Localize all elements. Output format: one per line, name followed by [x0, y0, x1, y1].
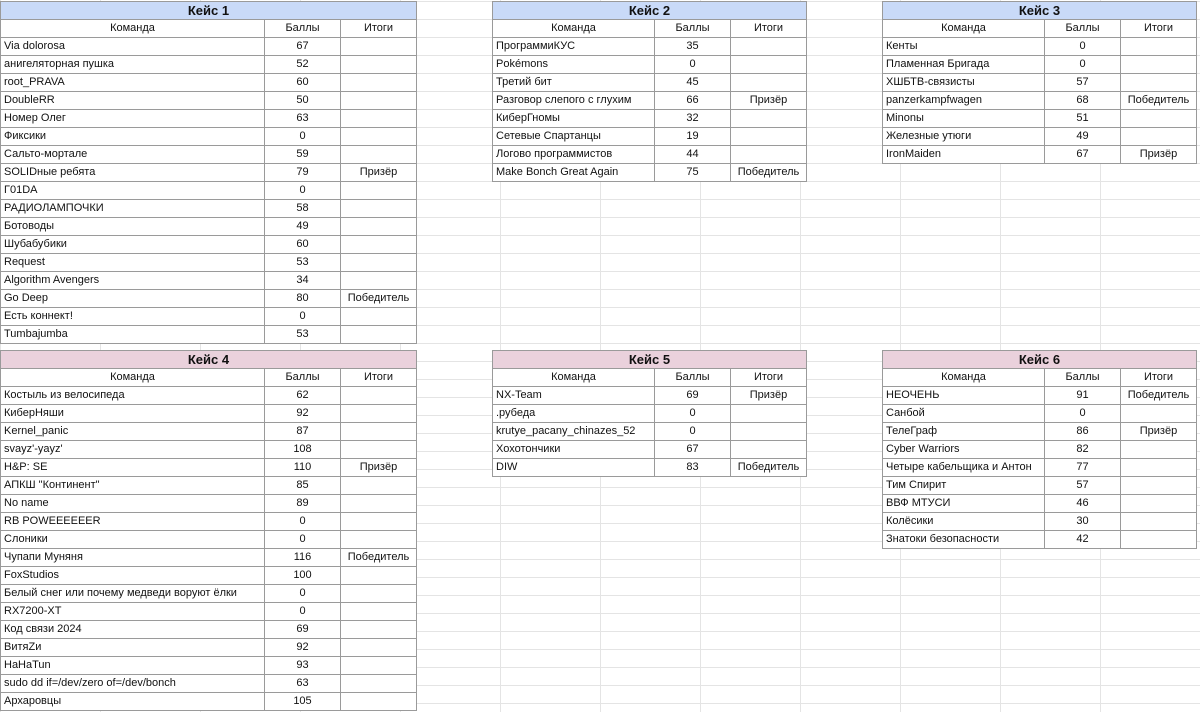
cell-team[interactable]: Чупапи Муняня	[1, 549, 265, 567]
cell-result[interactable]	[1121, 495, 1197, 513]
cell-team[interactable]: root_PRAVA	[1, 74, 265, 92]
cell-score[interactable]: 60	[265, 236, 341, 254]
case-1-table	[0, 1, 417, 344]
table-row	[883, 423, 1197, 441]
cell-result[interactable]	[341, 308, 417, 326]
table-row	[1, 38, 417, 56]
cell-team[interactable]: RB POWEEEEEER	[1, 513, 265, 531]
cell-team[interactable]: Cyber Warriors	[883, 441, 1045, 459]
cell-score[interactable]: 44	[655, 146, 731, 164]
column-header-result[interactable]: Итоги	[731, 369, 807, 387]
cell-team[interactable]: HaHaTun	[1, 657, 265, 675]
table-row	[493, 387, 807, 405]
case-6-table	[882, 350, 1197, 549]
cell-team[interactable]: H&P: SE	[1, 459, 265, 477]
cell-score[interactable]: 116	[265, 549, 341, 567]
table-row	[1, 441, 417, 459]
cell-team[interactable]: Request	[1, 254, 265, 272]
table-row	[1, 182, 417, 200]
table-row	[1, 200, 417, 218]
cell-team[interactable]: Есть коннект!	[1, 308, 265, 326]
cell-team[interactable]: Костыль из велосипеда	[1, 387, 265, 405]
column-header-score[interactable]: Баллы	[1045, 369, 1121, 387]
cell-result[interactable]	[1121, 477, 1197, 495]
table-row	[1, 254, 417, 272]
cell-score[interactable]: 67	[265, 38, 341, 56]
cell-team[interactable]: Тим Спирит	[883, 477, 1045, 495]
cell-result[interactable]	[731, 74, 807, 92]
cell-result[interactable]	[731, 146, 807, 164]
cell-team[interactable]: Архаровцы	[1, 693, 265, 711]
cell-team[interactable]: Логово программистов	[493, 146, 655, 164]
cell-result[interactable]	[341, 38, 417, 56]
table-row	[493, 110, 807, 128]
cell-team[interactable]: Кенты	[883, 38, 1045, 56]
table-row	[493, 74, 807, 92]
cell-result[interactable]	[341, 272, 417, 290]
cell-team[interactable]: Четыре кабельщика и Антон	[883, 459, 1045, 477]
cell-result[interactable]	[341, 146, 417, 164]
cell-score[interactable]: 58	[265, 200, 341, 218]
cell-team[interactable]: krutye_pacany_chinazes_52	[493, 423, 655, 441]
cell-team[interactable]: ТелеГраф	[883, 423, 1045, 441]
cell-result[interactable]	[731, 128, 807, 146]
cell-team[interactable]: svayz'-yayz'	[1, 441, 265, 459]
cell-score[interactable]: 110	[265, 459, 341, 477]
cell-score[interactable]: 77	[1045, 459, 1121, 477]
cell-team[interactable]: Make Bonch Great Again	[493, 164, 655, 182]
cell-score[interactable]: 83	[655, 459, 731, 477]
table-row	[883, 38, 1197, 56]
cell-result[interactable]	[341, 236, 417, 254]
cell-score[interactable]: 93	[265, 657, 341, 675]
cell-team[interactable]: panzerkampfwagen	[883, 92, 1045, 110]
cell-score[interactable]: 0	[265, 308, 341, 326]
table-row	[493, 56, 807, 74]
cell-score[interactable]: 100	[265, 567, 341, 585]
cell-result[interactable]: Победитель	[341, 290, 417, 308]
cell-result[interactable]: Призёр	[1121, 146, 1197, 164]
cell-score[interactable]: 53	[265, 254, 341, 272]
case-table	[882, 1, 1197, 164]
table-row	[493, 459, 807, 477]
cell-team[interactable]: SOLIDные ребята	[1, 164, 265, 182]
table-row	[1, 495, 417, 513]
table-row	[883, 74, 1197, 92]
column-header-score[interactable]: Баллы	[265, 369, 341, 387]
column-header-result[interactable]: Итоги	[341, 369, 417, 387]
case-2-table	[492, 1, 807, 182]
cell-result[interactable]	[341, 423, 417, 441]
cell-score[interactable]: 69	[265, 621, 341, 639]
cell-team[interactable]: Белый снег или почему медведи воруют ёлки	[1, 585, 265, 603]
cell-result[interactable]	[341, 74, 417, 92]
cell-score[interactable]: 0	[265, 128, 341, 146]
cell-score[interactable]: 57	[1045, 74, 1121, 92]
table-row	[1, 567, 417, 585]
cell-team[interactable]: Algorithm Avengers	[1, 272, 265, 290]
cell-team[interactable]: Третий бит	[493, 74, 655, 92]
cell-team[interactable]: Знатоки безопасности	[883, 531, 1045, 549]
cell-team[interactable]: IronMaiden	[883, 146, 1045, 164]
cell-result[interactable]	[341, 441, 417, 459]
table-row	[1, 549, 417, 567]
cell-score[interactable]: 0	[1045, 56, 1121, 74]
cell-result[interactable]: Призёр	[731, 92, 807, 110]
cell-result[interactable]	[1121, 38, 1197, 56]
cell-result[interactable]	[341, 326, 417, 344]
table-row	[1, 639, 417, 657]
table-row	[883, 146, 1197, 164]
cell-result[interactable]	[341, 92, 417, 110]
table-row	[1, 459, 417, 477]
cell-score[interactable]: 0	[655, 56, 731, 74]
cell-score[interactable]: 89	[265, 495, 341, 513]
cell-score[interactable]: 50	[265, 92, 341, 110]
cell-team[interactable]: Железные утюги	[883, 128, 1045, 146]
table-row	[1, 675, 417, 693]
cell-team[interactable]: АПКШ "Континент"	[1, 477, 265, 495]
column-header-result[interactable]: Итоги	[1121, 20, 1197, 38]
cell-result[interactable]: Победитель	[1121, 387, 1197, 405]
table-row	[883, 56, 1197, 74]
cell-result[interactable]	[731, 405, 807, 423]
cell-score[interactable]: 57	[1045, 477, 1121, 495]
cell-team[interactable]: Номер Олег	[1, 110, 265, 128]
cell-result[interactable]	[341, 495, 417, 513]
cell-team[interactable]: Kernel_panic	[1, 423, 265, 441]
table-row	[883, 495, 1197, 513]
table-row	[1, 218, 417, 236]
cell-team[interactable]: sudo dd if=/dev/zero of=/dev/bonch	[1, 675, 265, 693]
cell-score[interactable]: 80	[265, 290, 341, 308]
cell-team[interactable]: НЕОЧЕНЬ	[883, 387, 1045, 405]
cell-score[interactable]: 0	[1045, 38, 1121, 56]
case-title[interactable]: Кейс 6	[883, 351, 1197, 369]
cell-result[interactable]	[341, 531, 417, 549]
cell-team[interactable]: КиберНяши	[1, 405, 265, 423]
table-row	[883, 110, 1197, 128]
table-row	[1, 693, 417, 711]
cell-result[interactable]	[341, 182, 417, 200]
table-row	[493, 441, 807, 459]
table-row	[883, 531, 1197, 549]
cell-score[interactable]: 32	[655, 110, 731, 128]
case-table	[492, 350, 807, 477]
table-row	[1, 423, 417, 441]
case-table	[0, 350, 417, 711]
cell-score[interactable]: 46	[1045, 495, 1121, 513]
cell-result[interactable]	[341, 693, 417, 711]
cell-result[interactable]	[341, 254, 417, 272]
column-header-team[interactable]: Команда	[1, 20, 265, 38]
cell-team[interactable]: Колёсики	[883, 513, 1045, 531]
table-row	[883, 513, 1197, 531]
cell-result[interactable]: Победитель	[731, 164, 807, 182]
table-row	[1, 146, 417, 164]
cell-team[interactable]: .рубеда	[493, 405, 655, 423]
column-header-team[interactable]: Команда	[493, 20, 655, 38]
cell-team[interactable]: Pokémons	[493, 56, 655, 74]
cell-result[interactable]	[341, 387, 417, 405]
table-row	[1, 531, 417, 549]
cell-score[interactable]: 69	[655, 387, 731, 405]
cell-result[interactable]	[1121, 56, 1197, 74]
table-row	[883, 459, 1197, 477]
column-header-team[interactable]: Команда	[1, 369, 265, 387]
cell-team[interactable]: Ботоводы	[1, 218, 265, 236]
cell-result[interactable]	[341, 110, 417, 128]
column-header-score[interactable]: Баллы	[655, 369, 731, 387]
table-row	[1, 513, 417, 531]
cell-score[interactable]: 87	[265, 423, 341, 441]
table-row	[883, 477, 1197, 495]
table-row	[493, 146, 807, 164]
cell-result[interactable]: Победитель	[341, 549, 417, 567]
cell-score[interactable]: 0	[655, 405, 731, 423]
table-row	[1, 657, 417, 675]
cell-score[interactable]: 0	[265, 182, 341, 200]
cell-result[interactable]	[341, 56, 417, 74]
cell-team[interactable]: Minonы	[883, 110, 1045, 128]
cell-result[interactable]	[1121, 441, 1197, 459]
cell-score[interactable]: 92	[265, 639, 341, 657]
cell-score[interactable]: 75	[655, 164, 731, 182]
cell-team[interactable]: RX7200-XT	[1, 603, 265, 621]
cell-result[interactable]: Призёр	[1121, 423, 1197, 441]
cell-result[interactable]	[341, 200, 417, 218]
cell-result[interactable]	[1121, 405, 1197, 423]
cell-team[interactable]: Хохотончики	[493, 441, 655, 459]
cell-team[interactable]: Go Deep	[1, 290, 265, 308]
table-row	[1, 236, 417, 254]
cell-result[interactable]	[731, 56, 807, 74]
cell-team[interactable]: ХШБТВ-связисты	[883, 74, 1045, 92]
table-row	[1, 272, 417, 290]
cell-score[interactable]: 60	[265, 74, 341, 92]
case-title[interactable]: Кейс 5	[493, 351, 807, 369]
cell-team[interactable]: РАДИОЛАМПОЧКИ	[1, 200, 265, 218]
column-header-result[interactable]: Итоги	[731, 20, 807, 38]
case-title[interactable]: Кейс 3	[883, 2, 1197, 20]
cell-team[interactable]: анигеляторная пушка	[1, 56, 265, 74]
cell-score[interactable]: 66	[655, 92, 731, 110]
cell-score[interactable]: 0	[655, 423, 731, 441]
cell-team[interactable]: NX-Team	[493, 387, 655, 405]
cell-score[interactable]: 45	[655, 74, 731, 92]
table-row	[493, 405, 807, 423]
table-row	[883, 441, 1197, 459]
cell-score[interactable]: 91	[1045, 387, 1121, 405]
cell-score[interactable]: 42	[1045, 531, 1121, 549]
table-row	[1, 326, 417, 344]
cell-score[interactable]: 19	[655, 128, 731, 146]
cell-result[interactable]	[1121, 74, 1197, 92]
table-row	[1, 56, 417, 74]
table-row	[1, 308, 417, 326]
table-row	[1, 110, 417, 128]
cell-team[interactable]: Шубабубики	[1, 236, 265, 254]
cell-score[interactable]: 108	[265, 441, 341, 459]
cell-score[interactable]: 86	[1045, 423, 1121, 441]
table-row	[1, 405, 417, 423]
column-header-score[interactable]: Баллы	[655, 20, 731, 38]
cell-score[interactable]: 0	[1045, 405, 1121, 423]
column-header-team[interactable]: Команда	[493, 369, 655, 387]
case-table	[0, 1, 417, 344]
cell-score[interactable]: 0	[265, 603, 341, 621]
cell-team[interactable]: Сетевые Спартанцы	[493, 128, 655, 146]
cell-team[interactable]: Санбой	[883, 405, 1045, 423]
cell-team[interactable]: Г01DA	[1, 182, 265, 200]
case-3-table	[882, 1, 1197, 164]
column-header-team[interactable]: Команда	[883, 20, 1045, 38]
case-table	[882, 350, 1197, 549]
cell-score[interactable]: 53	[265, 326, 341, 344]
cell-team[interactable]: ПрограммиКУС	[493, 38, 655, 56]
cell-score[interactable]: 79	[265, 164, 341, 182]
case-title[interactable]: Кейс 2	[493, 2, 807, 20]
cell-score[interactable]: 67	[1045, 146, 1121, 164]
cell-result[interactable]	[1121, 128, 1197, 146]
cell-result[interactable]	[341, 405, 417, 423]
cell-score[interactable]: 34	[265, 272, 341, 290]
cell-score[interactable]: 49	[265, 218, 341, 236]
table-row	[493, 128, 807, 146]
cell-result[interactable]: Победитель	[1121, 92, 1197, 110]
cell-result[interactable]	[731, 110, 807, 128]
cell-score[interactable]: 63	[265, 110, 341, 128]
cell-score[interactable]: 51	[1045, 110, 1121, 128]
cell-team[interactable]: Код связи 2024	[1, 621, 265, 639]
cell-score[interactable]: 0	[265, 531, 341, 549]
cell-score[interactable]: 85	[265, 477, 341, 495]
cell-result[interactable]	[341, 218, 417, 236]
table-row	[1, 92, 417, 110]
table-row	[883, 92, 1197, 110]
cell-team[interactable]: DoubleRR	[1, 92, 265, 110]
column-header-result[interactable]: Итоги	[341, 20, 417, 38]
cell-result[interactable]	[341, 675, 417, 693]
table-row	[1, 387, 417, 405]
cell-team[interactable]: ВитяZи	[1, 639, 265, 657]
table-row	[1, 164, 417, 182]
cell-team[interactable]: КиберГномы	[493, 110, 655, 128]
cell-result[interactable]	[341, 585, 417, 603]
table-row	[1, 477, 417, 495]
case-table	[492, 1, 807, 182]
column-header-score[interactable]: Баллы	[265, 20, 341, 38]
case-5-table	[492, 350, 807, 477]
cell-result[interactable]	[341, 621, 417, 639]
cell-team[interactable]: DIW	[493, 459, 655, 477]
cell-result[interactable]	[341, 657, 417, 675]
table-row	[493, 423, 807, 441]
cell-score[interactable]: 68	[1045, 92, 1121, 110]
cell-result[interactable]	[341, 128, 417, 146]
table-row	[493, 38, 807, 56]
cell-team[interactable]: Сальто-мортале	[1, 146, 265, 164]
cell-score[interactable]: 52	[265, 56, 341, 74]
cell-result[interactable]	[341, 477, 417, 495]
table-row	[883, 387, 1197, 405]
table-row	[493, 92, 807, 110]
table-row	[883, 128, 1197, 146]
table-row	[1, 128, 417, 146]
case-title[interactable]: Кейс 1	[1, 2, 417, 20]
cell-result[interactable]	[731, 423, 807, 441]
cell-result[interactable]	[341, 513, 417, 531]
cell-score[interactable]: 0	[265, 585, 341, 603]
cell-team[interactable]: Tumbajumba	[1, 326, 265, 344]
table-row	[883, 405, 1197, 423]
cell-result[interactable]	[731, 38, 807, 56]
cell-result[interactable]: Победитель	[731, 459, 807, 477]
column-header-team[interactable]: Команда	[883, 369, 1045, 387]
table-row	[493, 164, 807, 182]
table-row	[1, 621, 417, 639]
cell-result[interactable]	[341, 567, 417, 585]
case-4-table	[0, 350, 417, 711]
table-row	[1, 585, 417, 603]
cell-team[interactable]: Пламенная Бригада	[883, 56, 1045, 74]
cell-score[interactable]: 63	[265, 675, 341, 693]
cell-score[interactable]: 49	[1045, 128, 1121, 146]
cell-team[interactable]: ВВФ МТУСИ	[883, 495, 1045, 513]
cell-result[interactable]	[341, 639, 417, 657]
cell-team[interactable]: Via dolorosa	[1, 38, 265, 56]
cell-team[interactable]: FoxStudios	[1, 567, 265, 585]
cell-score[interactable]: 67	[655, 441, 731, 459]
cell-score[interactable]: 82	[1045, 441, 1121, 459]
cell-team[interactable]: Фиксики	[1, 128, 265, 146]
cell-score[interactable]: 0	[265, 513, 341, 531]
cell-team[interactable]: No name	[1, 495, 265, 513]
cell-score[interactable]: 35	[655, 38, 731, 56]
table-row	[1, 290, 417, 308]
cell-result[interactable]	[341, 603, 417, 621]
cell-team[interactable]: Слоники	[1, 531, 265, 549]
cell-result[interactable]	[1121, 110, 1197, 128]
cell-score[interactable]: 30	[1045, 513, 1121, 531]
cell-result[interactable]: Призёр	[341, 459, 417, 477]
table-row	[1, 74, 417, 92]
cell-result[interactable]: Призёр	[341, 164, 417, 182]
cell-score[interactable]: 105	[265, 693, 341, 711]
cell-score[interactable]: 92	[265, 405, 341, 423]
cell-result[interactable]	[731, 441, 807, 459]
cell-score[interactable]: 59	[265, 146, 341, 164]
cell-score[interactable]: 62	[265, 387, 341, 405]
cell-result[interactable]	[1121, 531, 1197, 549]
column-header-score[interactable]: Баллы	[1045, 20, 1121, 38]
cell-team[interactable]: Разговор слепого с глухим	[493, 92, 655, 110]
cell-result[interactable]	[1121, 513, 1197, 531]
cell-result[interactable]: Призёр	[731, 387, 807, 405]
case-title[interactable]: Кейс 4	[1, 351, 417, 369]
column-header-result[interactable]: Итоги	[1121, 369, 1197, 387]
cell-result[interactable]	[1121, 459, 1197, 477]
table-row	[1, 603, 417, 621]
